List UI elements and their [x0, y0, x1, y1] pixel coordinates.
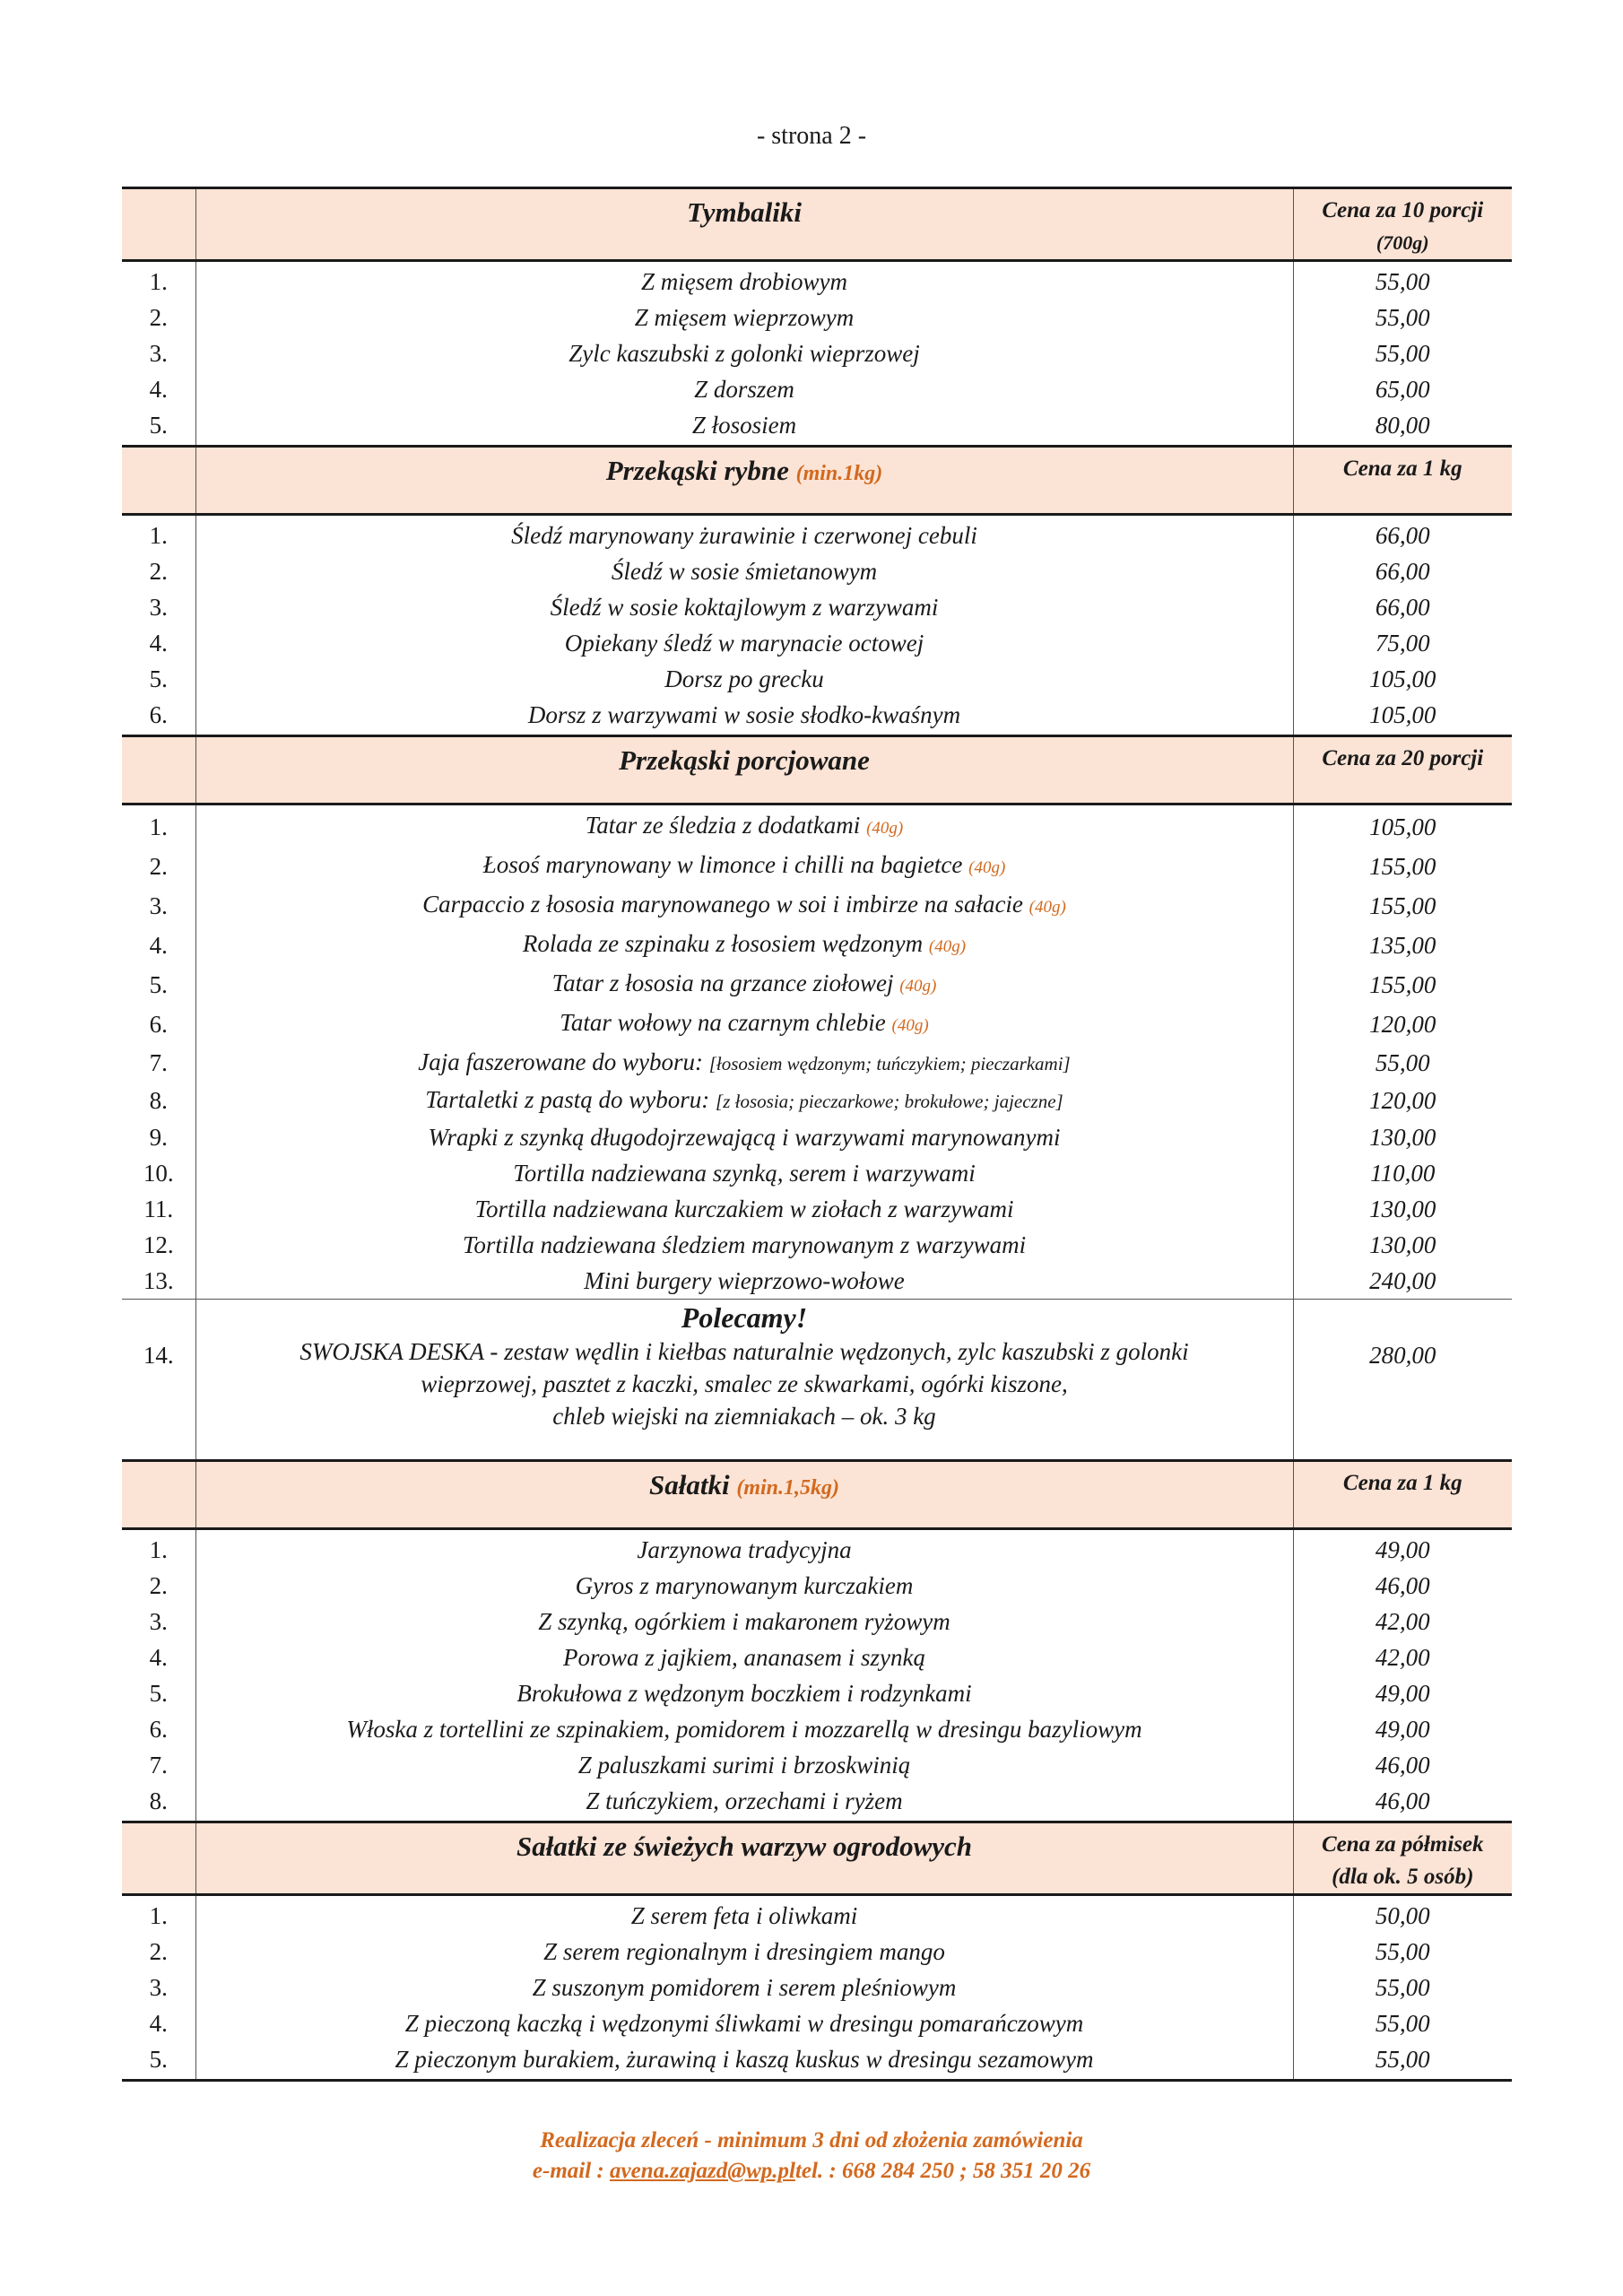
section-title-cell — [195, 1822, 1293, 1895]
item-price: 42,00 — [1375, 1608, 1430, 1635]
item-name-cell — [195, 1675, 1293, 1711]
menu-item-row — [122, 1934, 1512, 1970]
menu-item-row — [122, 300, 1512, 335]
item-name: Z pieczonym burakiem, żurawiną i kaszą kuskus w dresingu sezamowym — [395, 2046, 1094, 2073]
menu-item-row — [122, 1604, 1512, 1639]
item-price: 110,00 — [1370, 1160, 1436, 1187]
section-price-header: Cena za 1 kg — [1342, 457, 1462, 481]
section-header-number-cell — [122, 188, 195, 261]
item-number: 5. — [122, 407, 195, 447]
item-name: Tatar wołowy na czarnym chlebie — [560, 1009, 886, 1036]
item-price: 66,00 — [1375, 558, 1430, 585]
item-number: 1. — [122, 804, 195, 848]
section-price-header: Cena za 20 porcji — [1322, 746, 1484, 770]
menu-item-row — [122, 926, 1512, 965]
item-name: Tatar z łososia na grzance ziołowej — [551, 970, 894, 996]
menu-item-row — [122, 2005, 1512, 2041]
footer-contact — [0, 2156, 1623, 2187]
item-number: 5. — [122, 2041, 195, 2081]
item-weight-note: (40g) — [891, 1016, 929, 1035]
item-weight-note: (40g) — [899, 977, 937, 996]
menu-item-row — [122, 335, 1512, 371]
menu-item-row — [122, 371, 1512, 407]
item-price: 46,00 — [1375, 1752, 1430, 1779]
item-number: 2. — [122, 553, 195, 589]
item-number: 3. — [122, 1604, 195, 1639]
item-options: [z łososia; pieczarkowe; brokułowe; jajeczne] — [716, 1091, 1063, 1112]
section-title-cell — [195, 736, 1293, 804]
item-number: 10. — [122, 1155, 195, 1191]
menu-item-row — [122, 553, 1512, 589]
section-price-header: Cena za półmisek — [1321, 1832, 1484, 1857]
item-name: Z paluszkami surimi i brzoskwinią — [577, 1752, 911, 1779]
item-name: Opiekany śledź w marynacie octowej — [564, 630, 924, 657]
item-name: Z łososiem — [691, 412, 797, 439]
item-name-cell — [195, 335, 1293, 371]
item-name: Mini burgery wieprzowo-wołowe — [584, 1267, 905, 1294]
item-name-cell — [195, 589, 1293, 625]
item-name: Jarzynowa tradycyjna — [637, 1536, 852, 1563]
section-header — [122, 1822, 1512, 1895]
item-name: Jaja faszerowane do wyboru: — [418, 1048, 703, 1075]
item-number: 6. — [122, 1711, 195, 1747]
menu-item-row — [122, 1227, 1512, 1263]
item-price: 120,00 — [1369, 1011, 1436, 1038]
item-price: 75,00 — [1375, 630, 1430, 657]
menu-item-row — [122, 847, 1512, 886]
item-weight-note: (40g) — [1028, 898, 1066, 917]
item-number: 3. — [122, 1970, 195, 2005]
item-price: 155,00 — [1369, 971, 1436, 998]
section-price-header-cell — [1293, 1461, 1512, 1529]
menu-item-row — [122, 1675, 1512, 1711]
item-price: 49,00 — [1375, 1536, 1430, 1563]
menu-table — [122, 187, 1512, 2082]
item-name: Z mięsem drobiowym — [641, 268, 847, 295]
item-number: 3. — [122, 589, 195, 625]
footer-email-link[interactable]: avena.zajazd@wp.pl — [610, 2159, 795, 2183]
item-number: 1. — [122, 261, 195, 300]
item-name-cell — [195, 300, 1293, 335]
special-offer-line: SWOJSKA DESKA - zestaw wędlin i kiełbas naturalnie wędzonych, zylc kaszubski z golonki — [299, 1338, 1189, 1365]
item-number: 7. — [122, 1044, 195, 1082]
item-name: Zylc kaszubski z golonki wieprzowej — [568, 340, 920, 367]
item-name-cell — [195, 886, 1293, 926]
menu-item-row — [122, 1044, 1512, 1082]
section-header — [122, 447, 1512, 515]
menu-item-row — [122, 407, 1512, 447]
item-name: Z szynką, ogórkiem i makaronem ryżowym — [538, 1608, 950, 1635]
section-title: Sałatki — [648, 1469, 730, 1500]
item-name-cell — [195, 697, 1293, 736]
item-name: Włoska z tortellini ze szpinakiem, pomidorem i mozzarellą w dresingu bazyliowym — [346, 1716, 1142, 1743]
menu-item-row — [122, 1082, 1512, 1119]
item-number: 4. — [122, 371, 195, 407]
item-number: 13. — [122, 1263, 195, 1300]
item-name: Z suszonym pomidorem i serem pleśniowym — [532, 1974, 957, 2001]
item-name: Gyros z marynowanym kurczakiem — [575, 1572, 914, 1599]
item-price: 55,00 — [1375, 268, 1430, 295]
section-price-header: Cena za 10 porcji — [1322, 198, 1484, 222]
item-price: 240,00 — [1369, 1267, 1436, 1294]
item-name: Z pieczoną kaczką i wędzonymi śliwkami w dresingu pomarańczowym — [404, 2010, 1084, 2037]
section-header-number-cell — [122, 1461, 195, 1529]
item-name-cell — [195, 407, 1293, 447]
item-price: 55,00 — [1375, 1938, 1430, 1965]
section-title-cell — [195, 1461, 1293, 1529]
item-price: 105,00 — [1369, 813, 1436, 840]
item-name: Wrapki z szynką długodojrzewającą i warzywami marynowanymi — [428, 1124, 1061, 1151]
item-name: Tortilla nadziewana śledziem marynowanym z warzywami — [462, 1231, 1027, 1258]
section-title: Sałatki ze świeżych warzyw ogrodowych — [516, 1831, 973, 1862]
section-header-number-cell — [122, 1822, 195, 1895]
item-name-cell — [195, 1227, 1293, 1263]
item-price: 80,00 — [1375, 412, 1430, 439]
item-price: 55,00 — [1293, 2041, 1512, 2081]
section-header — [122, 188, 1512, 261]
item-name: Tatar ze śledzia z dodatkami — [585, 812, 861, 839]
item-price: 105,00 — [1369, 701, 1436, 728]
item-number: 3. — [122, 886, 195, 926]
item-number: 2. — [122, 300, 195, 335]
item-number: 4. — [122, 625, 195, 661]
item-name: Śledź w sosie śmietanowym — [611, 558, 878, 585]
item-number: 8. — [122, 1783, 195, 1822]
menu-item-row — [122, 1711, 1512, 1747]
item-options: [łososiem wędzonym; tuńczykiem; pieczarkami] — [708, 1053, 1071, 1074]
menu-item-row — [122, 515, 1512, 554]
item-price: 55,00 — [1375, 340, 1430, 367]
item-number: 3. — [122, 335, 195, 371]
section-header — [122, 736, 1512, 804]
section-price-header-cell — [1293, 447, 1512, 515]
item-name-cell — [195, 1044, 1293, 1082]
section-price-header-cell — [1293, 1822, 1512, 1895]
item-name: Z mięsem wieprzowym — [634, 304, 855, 331]
menu-item-row — [122, 1529, 1512, 1569]
section-title: Przekąski porcjowane — [619, 744, 870, 776]
item-name-cell — [195, 1639, 1293, 1675]
item-name-cell — [195, 1263, 1293, 1300]
item-number: 8. — [122, 1082, 195, 1119]
item-number: 4. — [122, 2005, 195, 2041]
item-name-cell — [195, 625, 1293, 661]
item-number: 2. — [122, 1568, 195, 1604]
item-name: Carpaccio z łososia marynowanego w soi i imbirze na sałacie — [422, 891, 1023, 918]
section-title-cell — [195, 447, 1293, 515]
item-number: 2. — [122, 1934, 195, 1970]
item-price: 55,00 — [1375, 304, 1430, 331]
item-number: 4. — [122, 1639, 195, 1675]
menu-item-row — [122, 1004, 1512, 1044]
menu-item-row — [122, 261, 1512, 300]
item-name-cell — [195, 1895, 1293, 1935]
item-price: 55,00 — [1375, 1974, 1430, 2001]
item-name-cell — [195, 1568, 1293, 1604]
item-price: 55,00 — [1375, 2010, 1430, 2037]
menu-item-row — [122, 2041, 1512, 2081]
item-name-cell — [195, 1934, 1293, 1970]
item-name-cell — [195, 1119, 1293, 1155]
special-offer-line: wieprzowej, pasztet z kaczki, smalec ze skwarkami, ogórki kiszone, — [421, 1370, 1068, 1397]
item-name-cell — [195, 261, 1293, 300]
item-number: 14. — [122, 1300, 195, 1461]
item-name-cell — [195, 804, 1293, 848]
item-name-cell — [195, 847, 1293, 886]
item-name: Śledź w sosie koktajlowym z warzywami — [550, 594, 939, 621]
section-title: Przekąski rybne — [605, 455, 789, 486]
item-price: 46,00 — [1375, 1572, 1430, 1599]
menu-item-row — [122, 804, 1512, 848]
special-offer-cell — [195, 1300, 1293, 1461]
item-name-cell — [195, 1711, 1293, 1747]
item-name-cell — [195, 1747, 1293, 1783]
item-name-cell — [195, 1191, 1293, 1227]
menu-item-row — [122, 625, 1512, 661]
item-price: 50,00 — [1375, 1902, 1430, 1929]
item-name-cell — [195, 1604, 1293, 1639]
section-price-header: Cena za 1 kg — [1342, 1471, 1462, 1495]
item-number: 5. — [122, 1675, 195, 1711]
section-title: Tymbaliki — [687, 196, 802, 228]
item-name-cell — [195, 2005, 1293, 2041]
menu-item-row — [122, 1783, 1512, 1822]
item-number: 2. — [122, 847, 195, 886]
item-number: 11. — [122, 1191, 195, 1227]
menu-item-row — [122, 1747, 1512, 1783]
item-name-cell — [195, 1783, 1293, 1822]
item-name: Tortilla nadziewana szynką, serem i warzywami — [513, 1160, 976, 1187]
item-name: Z tuńczykiem, orzechami i ryżem — [586, 1787, 903, 1814]
item-number: 1. — [122, 1529, 195, 1569]
item-number: 7. — [122, 1747, 195, 1783]
item-weight-note: (40g) — [968, 858, 1006, 877]
footer-order-note: Realizacja zleceń - minimum 3 dni od złożenia zamówienia — [540, 2128, 1083, 2152]
page-number: - strona 2 - — [756, 122, 867, 150]
item-price: 65,00 — [1375, 376, 1430, 403]
item-name-cell — [195, 965, 1293, 1004]
item-name: Dorsz po grecku — [664, 665, 824, 692]
item-name: Z serem feta i oliwkami — [630, 1902, 858, 1929]
item-price: 46,00 — [1375, 1787, 1430, 1814]
item-name: Łosoś marynowany w limonce i chilli na bagietce — [482, 851, 963, 878]
item-price: 66,00 — [1375, 594, 1430, 621]
section-title-cell — [195, 188, 1293, 261]
section-price-header-cell — [1293, 736, 1512, 804]
item-price: 55,00 — [1375, 1049, 1430, 1076]
item-price: 49,00 — [1375, 1716, 1430, 1743]
item-name-cell — [195, 1082, 1293, 1119]
item-number: 5. — [122, 661, 195, 697]
footer-email-label: e-mail : — [532, 2159, 611, 2183]
item-price: 155,00 — [1369, 892, 1436, 919]
item-name-cell — [195, 553, 1293, 589]
item-number: 6. — [122, 697, 195, 736]
menu-item-row — [122, 1970, 1512, 2005]
item-price: 130,00 — [1369, 1231, 1436, 1258]
item-price: 120,00 — [1369, 1087, 1436, 1114]
item-price: 135,00 — [1369, 932, 1436, 959]
item-number: 6. — [122, 1004, 195, 1044]
menu-item-row — [122, 1191, 1512, 1227]
item-name: Porowa z jajkiem, ananasem i szynką — [563, 1644, 925, 1671]
item-name: Z dorszem — [694, 376, 794, 403]
item-number: 1. — [122, 515, 195, 554]
item-price: 155,00 — [1369, 853, 1436, 880]
item-number: 9. — [122, 1119, 195, 1155]
item-name: Śledź marynowany żurawinie i czerwonej cebuli — [511, 522, 977, 549]
item-name-cell — [195, 1004, 1293, 1044]
section-note: (min.1kg) — [795, 462, 883, 485]
menu-item-row — [122, 1895, 1512, 1935]
menu-item-row — [122, 1263, 1512, 1300]
item-price: 105,00 — [1369, 665, 1436, 692]
section-note: (min.1,5kg) — [736, 1476, 839, 1500]
special-offer-row — [122, 1300, 1512, 1461]
special-offer-heading: Polecamy! — [681, 1301, 808, 1334]
item-number: 1. — [122, 1895, 195, 1935]
menu-item-row — [122, 1155, 1512, 1191]
special-offer-line: chleb wiejski na ziemniakach – ok. 3 kg — [552, 1403, 936, 1430]
item-number: 12. — [122, 1227, 195, 1263]
item-weight-note: (40g) — [866, 819, 904, 838]
section-price-subheader: (700g) — [1376, 231, 1429, 254]
item-name-cell — [195, 926, 1293, 965]
item-price: 42,00 — [1375, 1644, 1430, 1671]
item-price: 130,00 — [1369, 1196, 1436, 1222]
section-header — [122, 1461, 1512, 1529]
footer-phone: tel. : 668 284 250 ; 58 351 20 26 — [794, 2159, 1091, 2183]
item-name: Dorsz z warzywami w sosie słodko-kwaśnym — [527, 701, 961, 728]
item-name: Z serem regionalnym i dresingiem mango — [543, 1938, 945, 1965]
item-name-cell — [195, 661, 1293, 697]
item-name: Tartaletki z pastą do wyboru: — [425, 1086, 710, 1113]
menu-item-row — [122, 965, 1512, 1004]
item-name: Tortilla nadziewana kurczakiem w ziołach z warzywami — [474, 1196, 1014, 1222]
item-name-cell — [195, 1970, 1293, 2005]
menu-item-row — [122, 1639, 1512, 1675]
item-price: 49,00 — [1375, 1680, 1430, 1707]
footer — [0, 2126, 1623, 2187]
menu-item-row — [122, 1568, 1512, 1604]
item-name-cell — [195, 515, 1293, 554]
section-header-number-cell — [122, 447, 195, 515]
menu-item-row — [122, 589, 1512, 625]
item-number: 4. — [122, 926, 195, 965]
item-number: 5. — [122, 965, 195, 1004]
menu-item-row — [122, 661, 1512, 697]
item-price: 66,00 — [1375, 522, 1430, 549]
item-name-cell — [195, 2041, 1293, 2081]
item-name: Rolada ze szpinaku z łososiem wędzonym — [522, 930, 924, 957]
menu-item-row — [122, 697, 1512, 736]
item-name-cell — [195, 1155, 1293, 1191]
item-price: 130,00 — [1369, 1124, 1436, 1151]
item-weight-note: (40g) — [928, 937, 967, 956]
section-price-subheader: (dla ok. 5 osób) — [1332, 1865, 1474, 1889]
item-name-cell — [195, 1529, 1293, 1569]
item-name-cell — [195, 371, 1293, 407]
section-header-number-cell — [122, 736, 195, 804]
section-price-header-cell — [1293, 188, 1512, 261]
menu-item-row — [122, 886, 1512, 926]
item-name: Brokułowa z wędzonym boczkiem i rodzynkami — [516, 1680, 972, 1707]
menu-item-row — [122, 1119, 1512, 1155]
special-offer-price: 280,00 — [1293, 1300, 1512, 1461]
